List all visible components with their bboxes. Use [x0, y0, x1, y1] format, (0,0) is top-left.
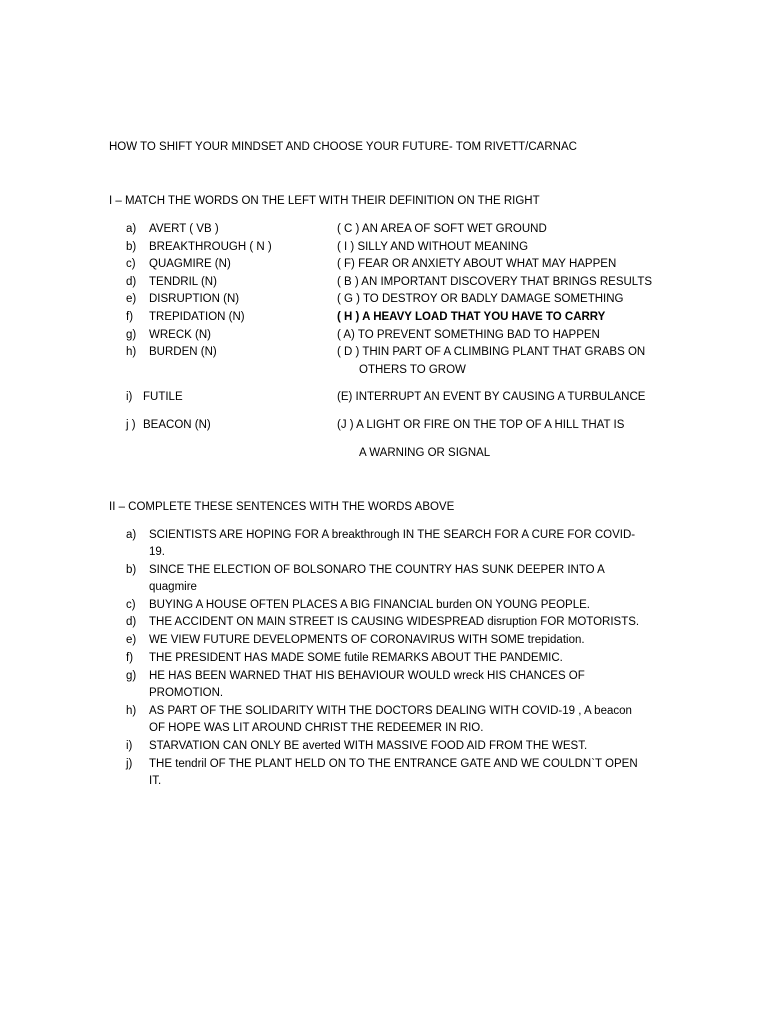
sentence-line-continuation: PROMOTION. [149, 687, 224, 699]
sentence-letter: f) [126, 652, 134, 664]
match-word: FUTILE [143, 391, 183, 403]
sentence-line: WE VIEW FUTURE DEVELOPMENTS OF CORONAVIRUS WITH SOME trepidation. [149, 634, 585, 646]
match-letter: h) [126, 346, 137, 358]
sentence-line: AS PART OF THE SOLIDARITY WITH THE DOCTORS DEALING WITH COVID-19 , A beacon [149, 705, 632, 717]
match-definition: (E) INTERRUPT AN EVENT BY CAUSING A TURBULANCE [337, 391, 646, 403]
sentence-line: BUYING A HOUSE OFTEN PLACES A BIG FINANCIAL burden ON YOUNG PEOPLE. [149, 599, 590, 611]
match-word: WRECK (N) [149, 329, 211, 341]
match-item [0, 419, 768, 435]
match-letter: a) [126, 223, 137, 235]
sentence-line: THE ACCIDENT ON MAIN STREET IS CAUSING WIDESPREAD disruption FOR MOTORISTS. [149, 616, 640, 628]
match-word: AVERT ( VB ) [149, 223, 219, 235]
match-item [0, 276, 768, 292]
match-word: BURDEN (N) [149, 346, 217, 358]
sentence-line: THE PRESIDENT HAS MADE SOME futile REMARKS ABOUT THE PANDEMIC. [149, 652, 563, 664]
match-item [0, 293, 768, 309]
match-item [0, 223, 768, 239]
sentence-line: SCIENTISTS ARE HOPING FOR A breakthrough IN THE SEARCH FOR A CURE FOR COVID- [149, 529, 636, 541]
match-definition: ( H ) A HEAVY LOAD THAT YOU HAVE TO CARRY [337, 311, 606, 323]
sentence-letter: j) [126, 758, 133, 770]
match-item [0, 346, 768, 362]
sentence-line-continuation: 19. [149, 546, 165, 558]
match-item [0, 258, 768, 274]
sentence-letter: h) [126, 705, 137, 717]
section2-heading: II – COMPLETE THESE SENTENCES WITH THE WORDS ABOVE [109, 501, 455, 513]
sentence-line: THE tendril OF THE PLANT HELD ON TO THE ENTRANCE GATE AND WE COULDN`T OPEN [149, 758, 638, 770]
match-definition: ( D ) THIN PART OF A CLIMBING PLANT THAT GRABS ON [337, 346, 646, 358]
match-word: TENDRIL (N) [149, 276, 217, 288]
match-item [0, 241, 768, 257]
match-definition: (J ) A LIGHT OR FIRE ON THE TOP OF A HILL THAT IS [337, 419, 625, 431]
match-definition: ( G ) TO DESTROY OR BADLY DAMAGE SOMETHING [337, 293, 624, 305]
sentence-letter: e) [126, 634, 137, 646]
section1-heading: I – MATCH THE WORDS ON THE LEFT WITH THEIR DEFINITION ON THE RIGHT [109, 195, 540, 207]
document-title: HOW TO SHIFT YOUR MINDSET AND CHOOSE YOUR FUTURE- TOM RIVETT/CARNAC [109, 141, 577, 153]
match-definition-continuation: A WARNING OR SIGNAL [359, 447, 491, 459]
sentence-line-continuation: IT. [149, 775, 162, 787]
match-word: BREAKTHROUGH ( N ) [149, 241, 272, 253]
match-definition: ( B ) AN IMPORTANT DISCOVERY THAT BRINGS RESULTS [337, 276, 653, 288]
match-definition: ( C ) AN AREA OF SOFT WET GROUND [337, 223, 547, 235]
match-definition: ( F) FEAR OR ANXIETY ABOUT WHAT MAY HAPPEN [337, 258, 617, 270]
sentence-letter: c) [126, 599, 136, 611]
match-letter: j ) [126, 419, 136, 431]
match-letter: b) [126, 241, 137, 253]
match-item [0, 391, 768, 407]
match-word: BEACON (N) [143, 419, 211, 431]
match-definition-continuation: OTHERS TO GROW [359, 364, 466, 376]
match-word: DISRUPTION (N) [149, 293, 240, 305]
match-letter: f) [126, 311, 134, 323]
sentence-line-continuation: OF HOPE WAS LIT AROUND CHRIST THE REDEEMER IN RIO. [149, 722, 484, 734]
match-item [0, 329, 768, 345]
sentence-letter: a) [126, 529, 137, 541]
match-letter: i) [126, 391, 133, 403]
match-letter: c) [126, 258, 136, 270]
sentence-letter: i) [126, 740, 133, 752]
sentence-letter: g) [126, 670, 137, 682]
match-definition: ( A) TO PREVENT SOMETHING BAD TO HAPPEN [337, 329, 600, 341]
sentence-line: STARVATION CAN ONLY BE averted WITH MASSIVE FOOD AID FROM THE WEST. [149, 740, 588, 752]
sentence-letter: b) [126, 564, 137, 576]
sentence-line: HE HAS BEEN WARNED THAT HIS BEHAVIOUR WOULD wreck HIS CHANCES OF [149, 670, 585, 682]
match-definition: ( I ) SILLY AND WITHOUT MEANING [337, 241, 529, 253]
sentence-line: SINCE THE ELECTION OF BOLSONARO THE COUNTRY HAS SUNK DEEPER INTO A [149, 564, 605, 576]
match-word: TREPIDATION (N) [149, 311, 245, 323]
sentence-letter: d) [126, 616, 137, 628]
sentence-line-continuation: quagmire [149, 581, 197, 593]
match-letter: g) [126, 329, 137, 341]
match-word: QUAGMIRE (N) [149, 258, 231, 270]
match-item [0, 311, 768, 327]
match-letter: e) [126, 293, 137, 305]
match-letter: d) [126, 276, 137, 288]
